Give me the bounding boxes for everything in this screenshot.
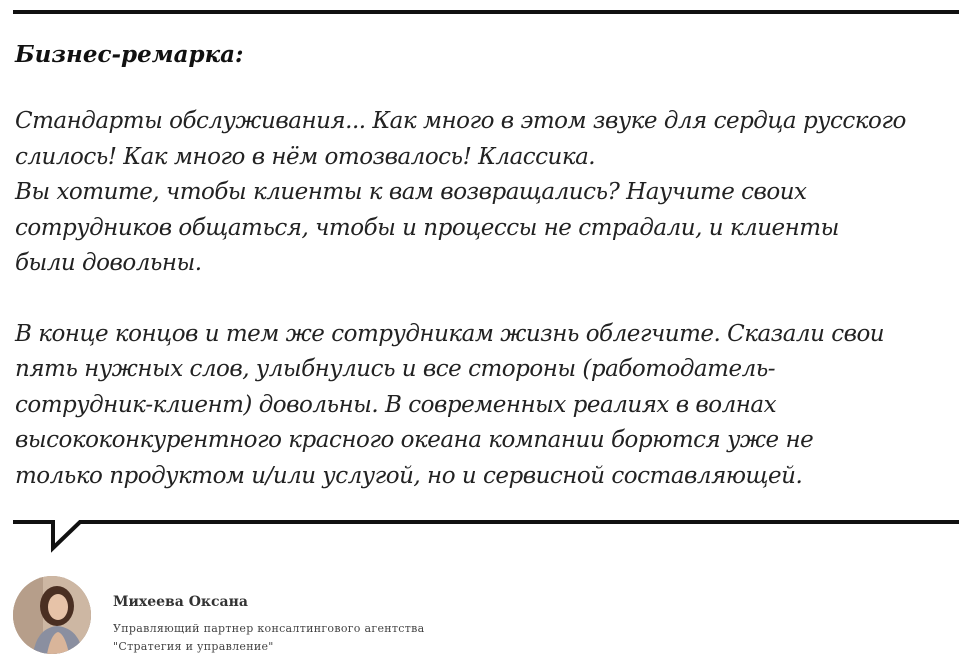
quote-line: Вы хотите, чтобы клиенты к вам возвращались? Научите своих: [15, 179, 807, 205]
quote-line: высококонкурентного красного океана компании борются уже не: [15, 427, 814, 453]
quote-line: только продуктом и/или услугой, но и сервисной составляющей.: [15, 462, 803, 489]
quote-block: [15, 38, 959, 494]
avatar-portrait-icon: [13, 576, 91, 654]
author-card: [13, 576, 613, 656]
author-avatar: [13, 576, 91, 654]
top-rule: [13, 10, 959, 14]
quote-paragraph-2: [15, 317, 959, 495]
speech-bubble-tail-line: [13, 522, 959, 548]
quote-paragraph-1: [15, 104, 959, 282]
quote-line: сотрудников общаться, чтобы и процессы не страдали, и клиенты: [15, 214, 839, 241]
speech-bubble-rule: [0, 508, 974, 558]
quote-line: Стандарты обслуживания... Как много в этом звуке для сердца русского: [15, 108, 906, 134]
quote-line: слилось! Как много в нём отозвалось! Классика.: [15, 143, 596, 170]
quote-line: сотрудник-клиент) довольны. В современных реалиях в волнах: [15, 391, 777, 418]
author-name: Михеева Оксана: [113, 594, 248, 610]
quote-line: В конце концов и тем же сотрудникам жизнь облегчите. Сказали свои: [15, 320, 885, 347]
quote-heading: Бизнес-ремарка:: [15, 41, 244, 68]
author-role-line: Управляющий партнер консалтингового агентства: [113, 622, 425, 635]
paragraph-spacer: [15, 282, 959, 317]
author-role: [113, 620, 424, 656]
quote-line: были довольны.: [15, 250, 202, 276]
author-role-line: "Стратегия и управление": [113, 640, 274, 653]
quote-line: пять нужных слов, улыбнулись и все стороны (работодатель-: [15, 356, 776, 382]
